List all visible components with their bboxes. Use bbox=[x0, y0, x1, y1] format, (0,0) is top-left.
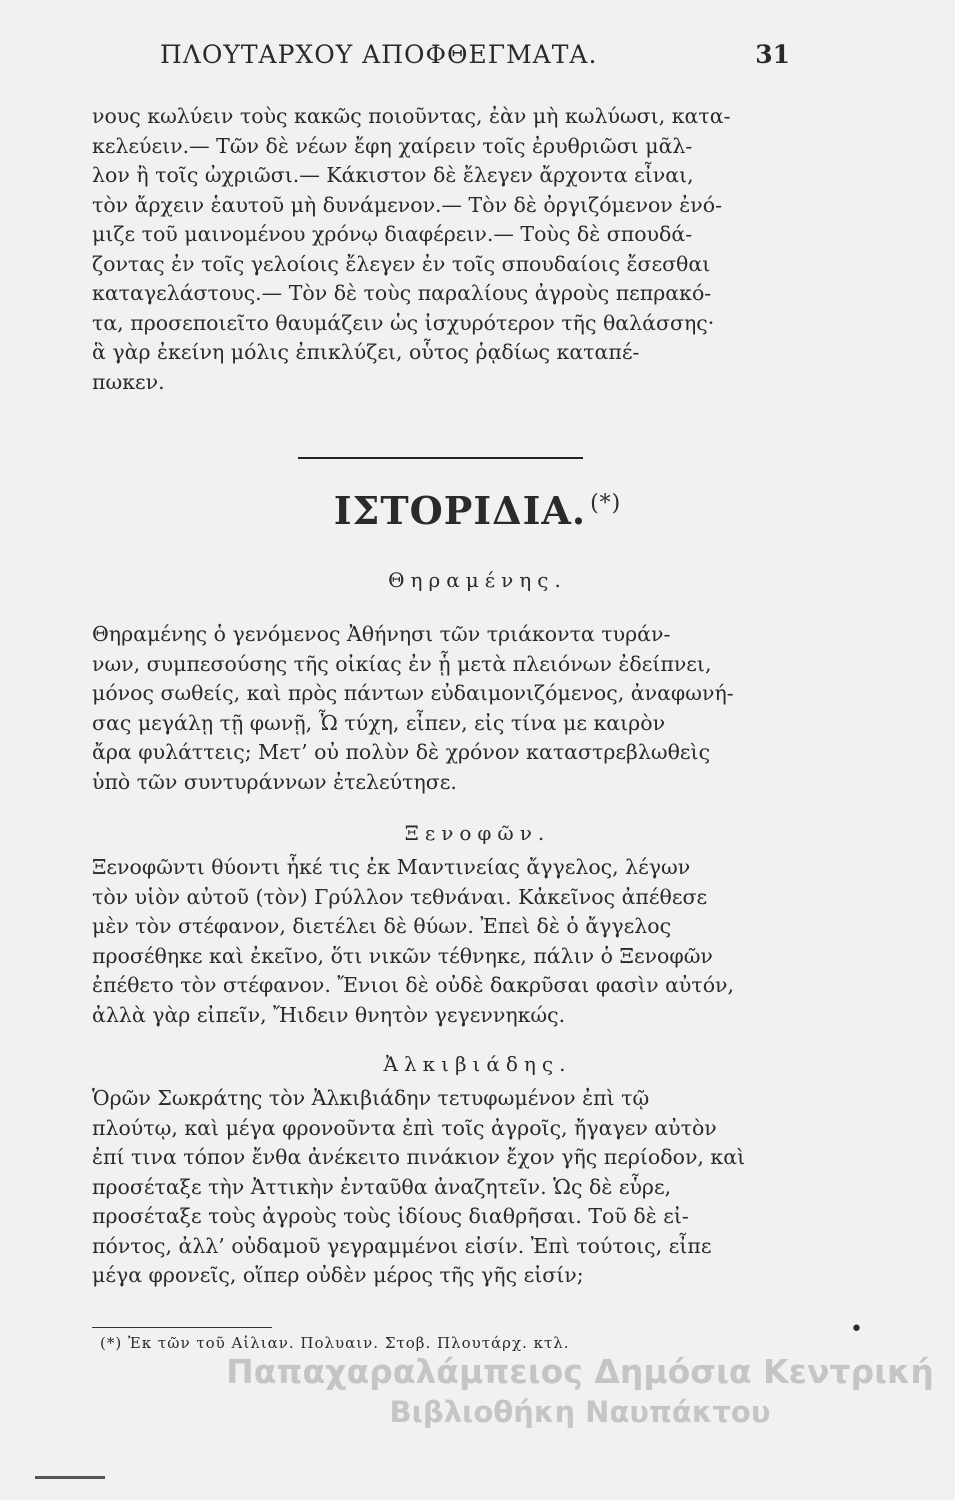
page-header bbox=[90, 40, 790, 80]
text-line: μέγα φρονεῖς, οἵπερ οὐδὲν μέρος τῆς γῆς εἰσίν; bbox=[92, 1263, 584, 1287]
story-text-alcibiades bbox=[92, 1084, 792, 1291]
text-line: ὑπὸ τῶν συντυράννων ἐτελεύτησε. bbox=[92, 769, 457, 794]
text-line: τὸν υἱὸν αὐτοῦ (τὸν) Γρύλλον τεθνάναι. Κἀκεῖνος ἀπέθεσε bbox=[92, 884, 708, 909]
text-line: ἐπί τινα τόπον ἔνθα ἀνέκειτο πινάκιον ἔχον γῆς περίοδον, καὶ bbox=[92, 1145, 746, 1169]
text-line: ἐπέθετο τὸν στέφανον. Ἔνιοι δὲ οὐδὲ δακρῦσαι φασὶν αὐτόν, bbox=[92, 973, 735, 997]
text-line: μόνος σωθείς, καὶ πρὸς πάντων εὐδαιμονιζόμενος, ἀναφωνή- bbox=[92, 681, 734, 705]
story-text-xenophon bbox=[92, 853, 792, 1030]
story-text-theramenes bbox=[92, 620, 792, 797]
text-line: μὲν τὸν στέφανον, διετέλει δὲ θύων. Ἐπεὶ δὲ ὁ ἄγγελος bbox=[92, 914, 672, 938]
section-separator bbox=[298, 457, 583, 459]
text-line: πωκεν. bbox=[92, 369, 165, 394]
footnote-marker: (*) bbox=[590, 491, 622, 517]
text-line: πόντος, ἀλλ’ οὐδαμοῦ γεγραμμένοι εἰσίν. Ἐπὶ τούτοις, εἶπε bbox=[92, 1233, 712, 1258]
text-line: προσέθηκε καὶ ἐκεῖνο, ὅτι νικῶν τέθνηκε, πάλιν ὁ Ξενοφῶν bbox=[92, 943, 713, 968]
text-line: νων, συμπεσούσης τῆς οἰκίας ἐν ᾗ μετὰ πλειόνων ἐδείπνει, bbox=[92, 651, 712, 676]
running-title: ΠΛΟΥΤΑΡΧΟΥ ΑΠΟΦΘΕΓΜΑΤΑ. bbox=[160, 40, 598, 69]
text-line: ἄρα φυλάττεις; Μετ’ οὐ πολὺν δὲ χρόνον καταστρεβλωθεὶς bbox=[92, 740, 711, 764]
text-line: πλούτῳ, καὶ μέγα φρονοῦντα ἐπὶ τοῖς ἀγροῖς, ἤγαγεν αὐτὸν bbox=[92, 1115, 717, 1140]
text-line: Θηραμένης ὁ γενόμενος Ἀθήνησι τῶν τριάκοντα τυράν- bbox=[92, 622, 671, 646]
library-watermark-line1: Παπαχαραλάμπειος Δημόσια Κεντρική bbox=[226, 1352, 934, 1391]
text-line: τὸν ἄρχειν ἑαυτοῦ μὴ δυνάμενον.— Τὸν δὲ ὀργιζόμενον ἐνό- bbox=[92, 192, 723, 217]
text-line: σας μεγάλῃ τῇ φωνῇ, Ὦ τύχη, εἶπεν, εἰς τίνα με καιρὸν bbox=[92, 710, 666, 735]
text-line: τα, προσεποιεῖτο θαυμάζειν ὡς ἰσχυρότερον τῆς θαλάσσης· bbox=[92, 310, 715, 335]
plutarch-sayings-text bbox=[92, 102, 792, 397]
text-line: ζοντας ἐν τοῖς γελοίοις ἔλεγεν ἐν τοῖς σπουδαίοις ἔσεσθαι bbox=[92, 251, 711, 276]
text-line: ἀλλὰ γὰρ εἰπεῖν, Ἤιδειν θνητὸν γεγεννηκώς. bbox=[92, 1002, 566, 1027]
footnote-rule bbox=[92, 1327, 272, 1328]
section-title bbox=[0, 488, 955, 533]
story-heading-theramenes: Θηραμένης. bbox=[388, 568, 567, 592]
scan-edge-mark bbox=[35, 1476, 105, 1479]
page-number: 31 bbox=[755, 40, 790, 69]
story-heading-xenophon: Ξενοφῶν. bbox=[404, 821, 551, 845]
text-line: ἃ γὰρ ἐκείνη μόλις ἐπικλύζει, οὗτος ῥᾳδίως καταπέ- bbox=[92, 340, 640, 364]
section-title-text: ΙΣΤΟΡΙΔΙΑ. bbox=[333, 488, 587, 533]
footnote: (*) Ἐκ τῶν τοῦ Αἰλιαν. Πολυαιν. Στοβ. Πλουτάρχ. κτλ. bbox=[100, 1334, 570, 1352]
text-line: κελεύειν.— Τῶν δὲ νέων ἔφη χαίρειν τοῖς ἐρυθριῶσι μᾶλ- bbox=[92, 133, 693, 158]
text-line: μιζε τοῦ μαινομένου χρόνῳ διαφέρειν.— Τοὺς δὲ σπουδά- bbox=[92, 222, 693, 246]
text-line: προσέταξε τὴν Ἀττικὴν ἐνταῦθα ἀναζητεῖν. Ὡς δὲ εὗρε, bbox=[92, 1174, 672, 1199]
printer-mark: • bbox=[850, 1317, 863, 1342]
story-heading-alcibiades: Ἀλκιβιάδης. bbox=[383, 1052, 572, 1076]
text-line: Ὁρῶν Σωκράτης τὸν Ἀλκιβιάδην τετυφωμένον ἐπὶ τῷ bbox=[92, 1086, 650, 1110]
text-line: νους κωλύειν τοὺς κακῶς ποιοῦντας, ἐὰν μὴ κωλύωσι, κατα- bbox=[92, 104, 731, 128]
text-line: προσέταξε τοὺς ἀγροὺς τοὺς ἰδίους διαθρῆσαι. Τοῦ δὲ εἰ- bbox=[92, 1204, 689, 1228]
text-line: Ξενοφῶντι θύοντι ἧκέ τις ἐκ Μαντινείας ἄγγελος, λέγων bbox=[92, 855, 691, 879]
text-line: λον ἢ τοῖς ὠχριῶσι.— Κάκιστον δὲ ἔλεγεν ἄρχοντα εἶναι, bbox=[92, 163, 694, 187]
library-watermark-line2: Βιβλιοθήκη Ναυπάκτου bbox=[389, 1395, 771, 1429]
text-line: καταγελάστους.— Τὸν δὲ τοὺς παραλίους ἀγροὺς πεπρακό- bbox=[92, 281, 712, 305]
